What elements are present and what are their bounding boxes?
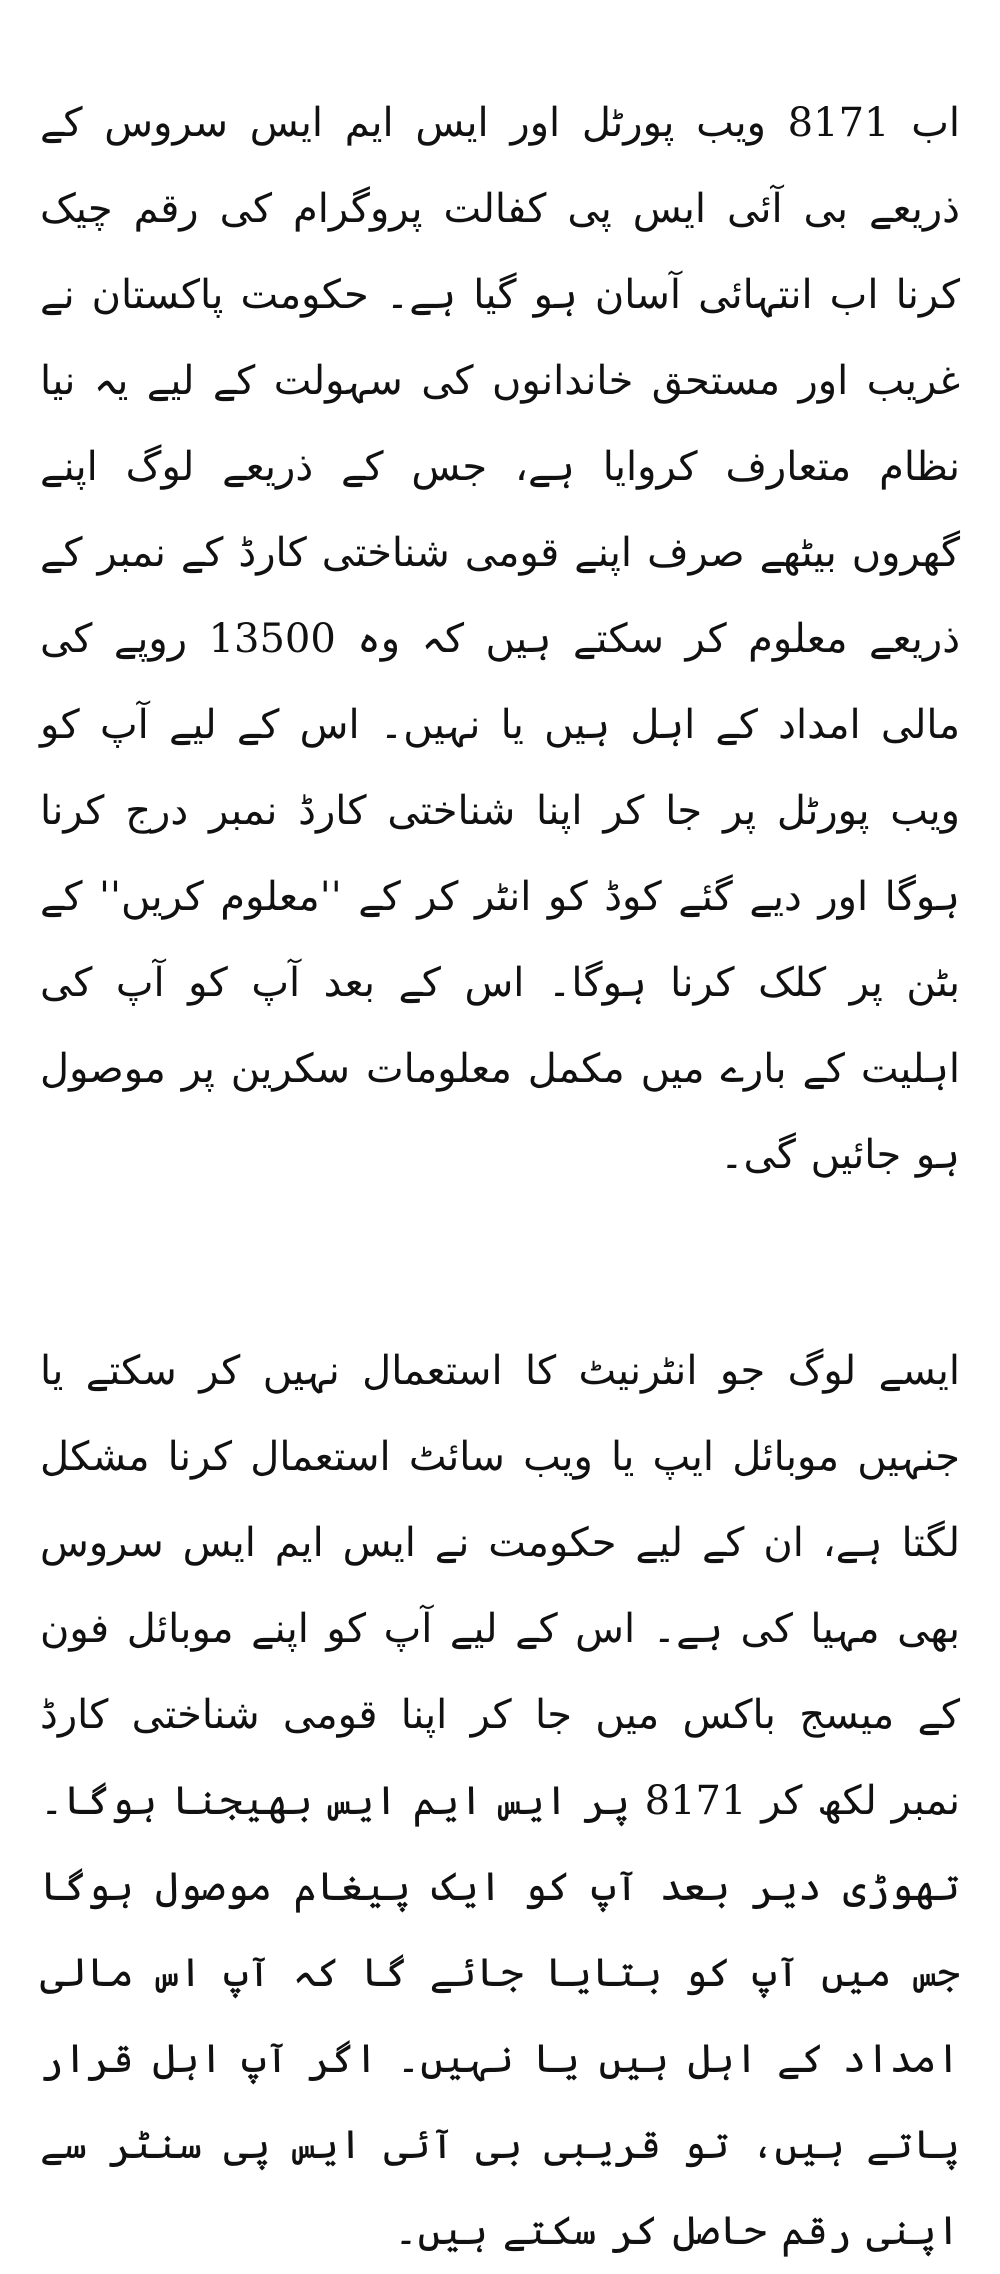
paragraph-sms-service: ایسے لوگ جو انٹرنیٹ کا استعمال نہیں کر سکتے یا جنہیں موبائل ایپ یا ویب سائٹ استعمال کرنا مشکل لگتا ہے، ان کے لیے حکومت نے ایس ایم ایس سروس بھی مہیا کی ہے۔ اس کے لیے آپ کو اپنے موبائل فون کے میسج باکس میں جا کر اپنا قومی شناختی کارڈ نمبر لکھ کر 8171 پر ایس ایم ایس بھیجنا ہوگا۔ تھوڑی دیر بعد آپ کو ایک پیغام موصول ہوگا جس میں آپ کو بتایا جائے گا کہ آپ اس مالی امداد کے اہل ہیں یا نہیں۔ اگر آپ اہل قرار پاتے ہیں، تو قریبی بی آئی ایس پی سنٹر سے اپنی رقم حاصل کر سکتے ہیں۔ <box>40 1348 960 2254</box>
article-body <box>40 80 961 2254</box>
paragraph-spacer <box>40 1198 960 1328</box>
paragraph-web-portal: اب 8171 ویب پورٹل اور ایس ایم ایس سروس کے ذریعے بی آئی ایس پی کفالت پروگرام کی رقم چیک کرنا اب انتہائی آسان ہو گیا ہے۔ حکومت پاکستان نے غریب اور مستحق خاندانوں کی سہولت کے لیے یہ نیا نظام متعارف کروایا ہے، جس کے ذریعے لوگ اپنے گھروں بیٹھے صرف اپنے قومی شناختی کارڈ کے نمبر کے ذریعے معلوم کر سکتے ہیں کہ وہ 13500 روپے کی مالی امداد کے اہل ہیں یا نہیں۔ اس کے لیے آپ کو ویب پورٹل پر جا کر اپنا شناختی کارڈ نمبر درج کرنا ہوگا اور دیے گئے کوڈ کو انٹر کر کے ''معلوم کریں'' کے بٹن پر کلک کرنا ہوگا۔ اس کے بعد آپ کو آپ کی اہلیت کے بارے میں مکمل معلومات سکرین پر موصول ہو جائیں گی۔ <box>40 100 961 1178</box>
